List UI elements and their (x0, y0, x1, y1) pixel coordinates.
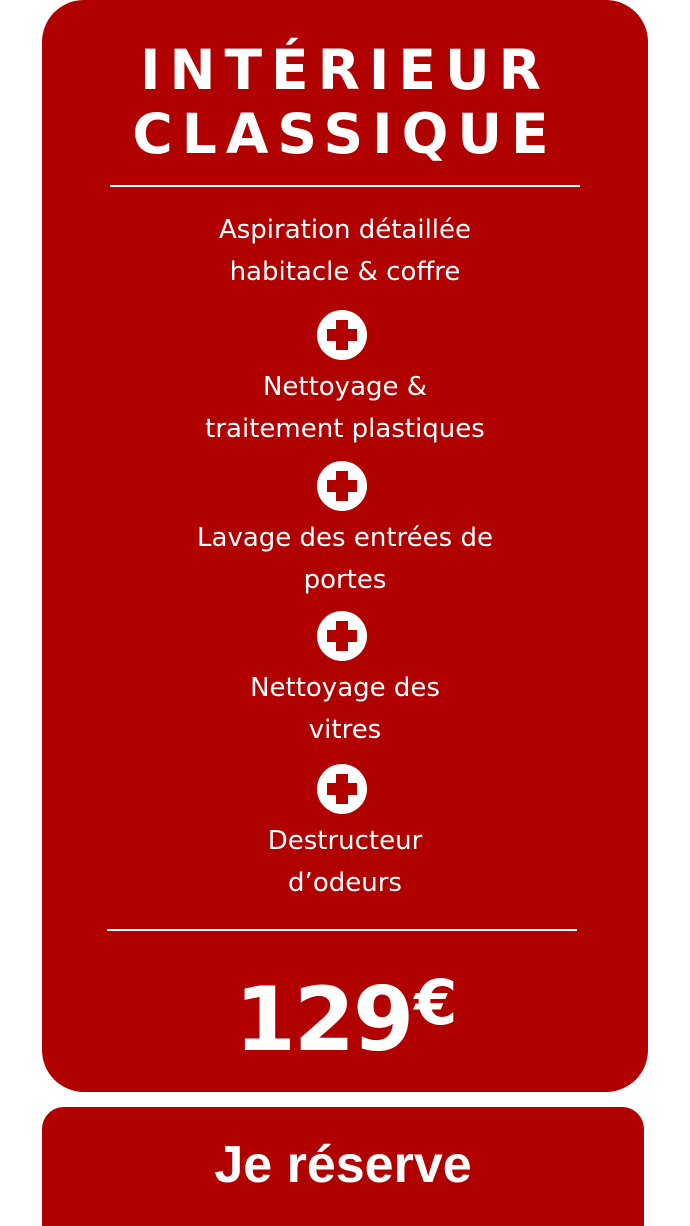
feature-line: Destructeur (267, 826, 423, 856)
plus-icon (317, 611, 367, 661)
feature-line: Nettoyage & (262, 372, 428, 402)
price (42, 948, 648, 1075)
feature-item (82, 667, 608, 751)
price-currency: € (414, 966, 456, 1039)
plus-icon (317, 461, 367, 511)
feature-item (82, 209, 608, 293)
top-divider (110, 185, 580, 187)
feature-line: traitement plastiques (205, 414, 485, 444)
feature-line: habitacle & coffre (229, 257, 461, 287)
package-title (42, 38, 648, 166)
price-value: 129 (234, 968, 413, 1071)
feature-item (82, 366, 608, 450)
plus-icon (317, 310, 367, 360)
feature-line: portes (303, 565, 387, 595)
feature-line: Lavage des entrées de (197, 523, 493, 553)
package-title-line-2: CLASSIQUE (132, 102, 558, 166)
feature-line: Aspiration détaillée (218, 215, 472, 245)
feature-line: Nettoyage des (250, 673, 440, 703)
feature-line: vitres (308, 715, 382, 745)
bottom-divider (107, 929, 577, 931)
reserve-button[interactable]: Je réserve (42, 1107, 644, 1226)
feature-line: d’odeurs (288, 868, 402, 898)
plus-icon (317, 764, 367, 814)
pricing-card (42, 0, 648, 1092)
feature-item (82, 517, 608, 601)
feature-item (82, 820, 608, 904)
package-title-line-1: INTÉRIEUR (140, 38, 550, 102)
